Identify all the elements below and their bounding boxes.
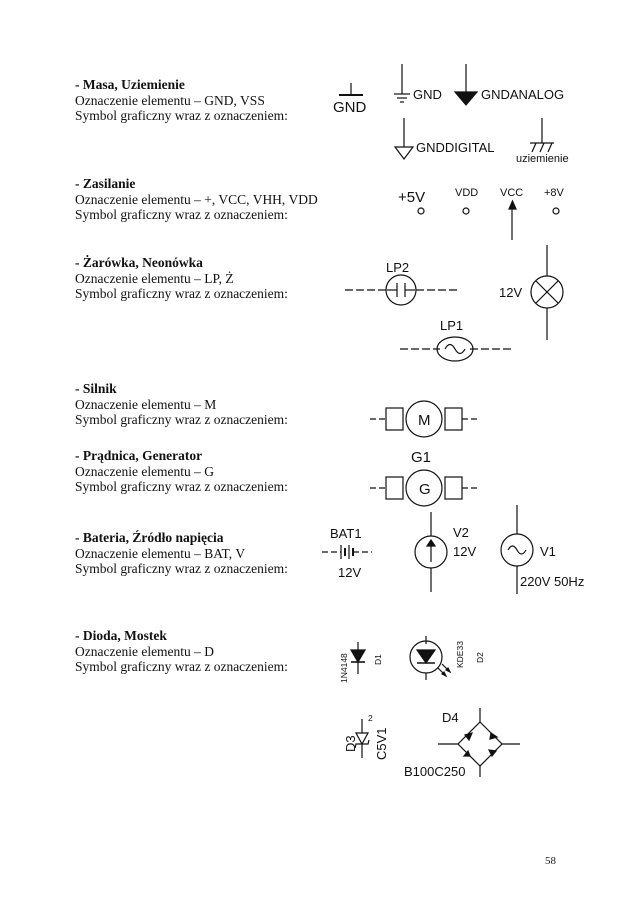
motor-letter: M	[418, 412, 431, 429]
supply-plus5-symbol	[398, 189, 425, 214]
section-title: - Masa, Uziemienie	[75, 77, 185, 92]
bridge-name: D4	[442, 710, 459, 725]
section-designation: Oznaczenie elementu – G	[75, 463, 215, 479]
earth-symbol	[516, 118, 569, 165]
section-symbol-line: Symbol graficzny wraz z oznaczeniem:	[75, 207, 288, 222]
bridge-part: B100C250	[404, 764, 466, 779]
section-symbol-line: Symbol graficzny wraz z oznaczeniem:	[75, 286, 288, 301]
zener-name: D3	[343, 735, 358, 752]
section-designation: Oznaczenie elementu – GND, VSS	[75, 92, 265, 108]
battery-value: 12V	[338, 565, 362, 580]
lamp-lp1-label: LP1	[440, 318, 464, 333]
section-symbol-line: Symbol graficzny wraz z oznaczeniem:	[75, 561, 288, 576]
bulb-voltage-label: 12V	[499, 285, 523, 300]
gnd-analog-symbol	[455, 64, 564, 105]
zener-pin-label: 2	[368, 713, 373, 723]
zener-d3-symbol	[343, 713, 389, 760]
diode-d1-name: D1	[373, 654, 383, 665]
section-title: - Silnik	[75, 381, 117, 396]
ac-source-symbol	[501, 505, 584, 594]
earth-label: uziemienie	[516, 153, 569, 165]
page-number: 58	[545, 855, 556, 867]
gnd-digital-symbol	[395, 118, 495, 159]
bulb-symbol	[499, 245, 563, 340]
section-symbol-line: Symbol graficzny wraz z oznaczeniem:	[75, 108, 288, 123]
supply-vcc-label: VCC	[500, 187, 524, 199]
diode-d2-led-symbol	[410, 636, 485, 680]
section-symbol-line: Symbol graficzny wraz z oznaczeniem:	[75, 412, 288, 427]
diode-d2-name: D2	[475, 652, 485, 663]
section-designation: Oznaczenie elementu – +, VCC, VHH, VDD	[75, 191, 318, 207]
section-title: - Dioda, Mostek	[75, 628, 167, 643]
section-title: - Żarówka, Neonówka	[75, 255, 203, 270]
ac-source-value: 220V 50Hz	[520, 574, 585, 589]
dc-source-name: V2	[453, 525, 469, 540]
section-symbol-line: Symbol graficzny wraz z oznaczeniem:	[75, 659, 288, 674]
generator-symbol	[370, 449, 478, 506]
lamp-lp2-symbol	[345, 260, 458, 305]
gnd-label: GND	[413, 87, 442, 102]
supply-plus8-symbol	[544, 187, 565, 214]
section-designation: Oznaczenie elementu – D	[75, 643, 215, 659]
diode-d2-part: KDE33	[455, 641, 465, 668]
supply-vdd-symbol	[455, 187, 478, 214]
supply-vcc-symbol	[500, 187, 523, 240]
dc-source-value: 12V	[453, 544, 477, 559]
lamp-lp2-label: LP2	[386, 260, 410, 275]
supply-plus8-label: +8V	[544, 187, 564, 199]
dc-source-symbol	[415, 512, 476, 592]
section-designation: Oznaczenie elementu – M	[75, 396, 217, 412]
gnd-analog-label: GNDANALOG	[481, 87, 565, 102]
gnd-plain-symbol	[333, 83, 367, 116]
diode-d1-part: 1N4148	[339, 653, 349, 683]
lamp-lp1-symbol	[400, 318, 512, 361]
section-title: - Zasilanie	[75, 176, 136, 191]
gnd-lines-symbol	[394, 64, 442, 102]
battery-name: BAT1	[330, 526, 362, 541]
section-designation: Oznaczenie elementu – LP, Ż	[75, 270, 234, 286]
bridge-d4-symbol	[404, 708, 520, 779]
gnd-plain-label: GND	[333, 99, 367, 116]
battery-symbol	[322, 526, 372, 580]
supply-plus5-label: +5V	[398, 189, 426, 206]
supply-vdd-label: VDD	[455, 187, 479, 199]
section-title: - Prądnica, Generator	[75, 448, 203, 463]
motor-symbol	[370, 401, 478, 437]
gnd-digital-label: GNDDIGITAL	[416, 140, 495, 155]
section-title: - Bateria, Źródło napięcia	[75, 530, 224, 545]
generator-letter: G	[419, 481, 431, 498]
ac-source-name: V1	[540, 544, 556, 559]
generator-name: G1	[411, 449, 432, 466]
section-designation: Oznaczenie elementu – BAT, V	[75, 545, 246, 561]
zener-part: C5V1	[374, 727, 389, 760]
diode-d1-symbol	[339, 642, 383, 683]
section-symbol-line: Symbol graficzny wraz z oznaczeniem:	[75, 479, 288, 494]
